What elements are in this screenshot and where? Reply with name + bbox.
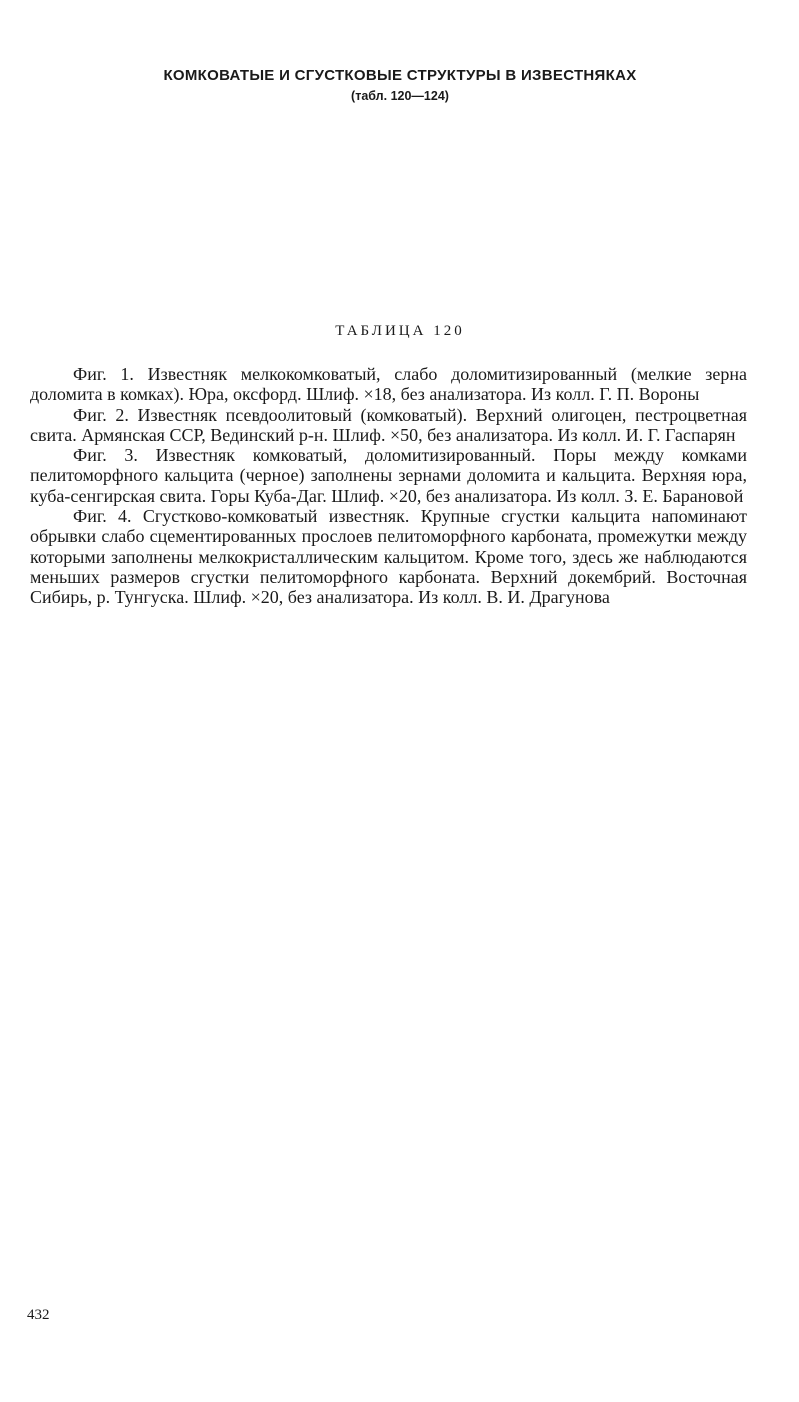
figure-caption-3: Фиг. 3. Известняк комковатый, доломитизированный. Поры между комками пелитоморфного кальцита (черное) заполнены зернами доломита и кальцита. Верхняя юра, куба-сенгирская свита. Горы Куба-Даг. Шлиф. ×20, без анализатора. Из колл. З. Е. Барановой	[30, 445, 747, 506]
section-header	[60, 66, 740, 105]
figure-caption-2: Фиг. 2. Известняк псевдоолитовый (комковатый). Верхний олигоцен, пестроцветная свита. Армянская ССР, Вединский р-н. Шлиф. ×50, без анализатора. Из колл. И. Г. Гаспарян	[30, 404, 747, 445]
page-number: 432	[27, 1307, 50, 1323]
figure-captions	[30, 364, 747, 608]
figure-caption-4: Фиг. 4. Сгустково-комковатый известняк. Крупные сгустки кальцита напоминают обрывки слабо сцементированных прослоев пелитоморфного карбоната, промежутки между которыми заполнены мелкокристаллическим кальцитом. Кроме того, здесь же наблюдаются меньших размеров сгустки пелитоморфного карбоната. Верхний докембрий. Восточная Сибирь, р. Тунгуска. Шлиф. ×20, без анализатора. Из колл. В. И. Драгунова	[30, 506, 747, 608]
table-title: ТАБЛИЦА 120	[335, 323, 465, 339]
section-subtitle: (табл. 120—124)	[351, 89, 449, 103]
figure-caption-1: Фиг. 1. Известняк мелкокомковатый, слабо доломитизированный (мелкие зерна доломита в комках). Юра, оксфорд. Шлиф. ×18, без анализатора. Из колл. Г. П. Вороны	[30, 364, 747, 405]
section-title: КОМКОВАТЫЕ И СГУСТКОВЫЕ СТРУКТУРЫ В ИЗВЕСТНЯКАХ	[163, 67, 637, 84]
